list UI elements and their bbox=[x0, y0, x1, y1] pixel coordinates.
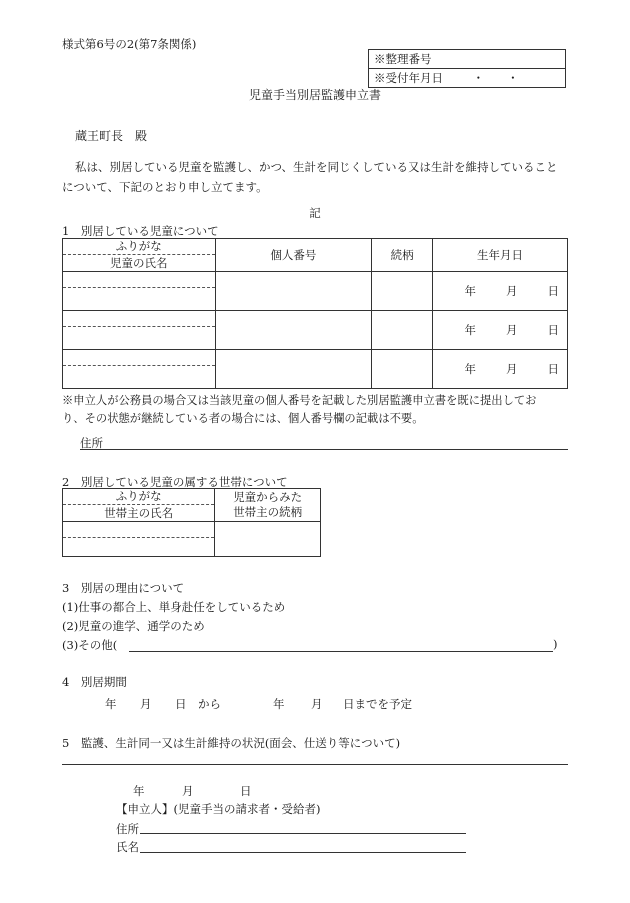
applicant-address-label: 住所 bbox=[116, 822, 139, 836]
child-name-header bbox=[63, 239, 216, 272]
household-relation-header-line-2: 世帯主の続柄 bbox=[233, 505, 303, 519]
section4-heading: 4 別居期間 bbox=[62, 675, 127, 689]
intro-line-1: 私は、別居している児童を監護し、かつ、生計を同じくしている又は生計を維持していること bbox=[75, 160, 558, 174]
birthdate-cell[interactable] bbox=[433, 272, 568, 311]
relation-header: 続柄 bbox=[372, 239, 433, 272]
child-address-label: 住所 bbox=[80, 436, 103, 450]
child-row-2 bbox=[63, 311, 568, 350]
form-number: 様式第6号の2(第7条関係) bbox=[62, 37, 197, 51]
received-date-dots: ・ ・ bbox=[472, 71, 519, 85]
household-head-name-cell[interactable] bbox=[63, 522, 215, 557]
day-label: 日 bbox=[547, 284, 559, 298]
relation-cell[interactable] bbox=[372, 350, 433, 389]
month-label: 月 bbox=[506, 323, 518, 337]
reason-other-line[interactable] bbox=[129, 651, 553, 652]
received-date-label: ※受付年月日 bbox=[374, 71, 443, 85]
individual-number-cell[interactable] bbox=[215, 272, 372, 311]
individual-number-header: 個人番号 bbox=[215, 239, 372, 272]
period-month-to: 月 bbox=[311, 697, 323, 711]
household-row bbox=[63, 522, 321, 557]
year-label: 年 bbox=[464, 323, 476, 337]
section5-heading: 5 監護、生計同一又は生計維持の状況(面会、仕送り等について) bbox=[62, 736, 401, 750]
child-row-1 bbox=[63, 272, 568, 311]
received-date-cell bbox=[369, 69, 566, 88]
ki-label: 記 bbox=[309, 206, 321, 220]
situation-line[interactable] bbox=[62, 764, 568, 765]
children-table bbox=[62, 238, 568, 389]
applicant-name-label: 氏名 bbox=[116, 840, 139, 854]
year-label: 年 bbox=[464, 362, 476, 376]
period-month-from: 月 bbox=[140, 697, 152, 711]
period-day-from: 日 bbox=[175, 697, 187, 711]
section1-heading: 1 別居している児童について bbox=[62, 224, 219, 238]
date-year-label: 年 bbox=[133, 784, 145, 798]
addressee: 蔵王町長 殿 bbox=[75, 129, 148, 143]
child-name-cell[interactable] bbox=[63, 272, 216, 311]
ref-number-label: ※整理番号 bbox=[369, 50, 566, 69]
relation-cell[interactable] bbox=[372, 311, 433, 350]
furigana-header: ふりがな bbox=[115, 239, 162, 253]
furigana-header: ふりがな bbox=[115, 489, 162, 503]
child-row-3 bbox=[63, 350, 568, 389]
day-label: 日 bbox=[547, 362, 559, 376]
household-relation-header bbox=[215, 489, 321, 522]
month-label: 月 bbox=[506, 362, 518, 376]
individual-number-cell[interactable] bbox=[215, 350, 372, 389]
period-year-from: 年 bbox=[105, 697, 117, 711]
date-day-label: 日 bbox=[240, 784, 252, 798]
reason-option-2[interactable]: (2)児童の進学、通学のため bbox=[62, 619, 205, 633]
reason-option-3[interactable]: (3)その他( bbox=[62, 638, 118, 652]
period-from-label: から bbox=[198, 697, 221, 711]
household-relation-cell[interactable] bbox=[215, 522, 321, 557]
reason-option-1[interactable]: (1)仕事の都合上、単身赴任をしているため bbox=[62, 600, 286, 614]
individual-number-cell[interactable] bbox=[215, 311, 372, 350]
reason-other-close: ) bbox=[553, 637, 558, 651]
household-relation-header-line-1: 児童からみた bbox=[233, 490, 303, 504]
relation-cell[interactable] bbox=[372, 272, 433, 311]
intro-line-2: について、下記のとおり申し立てます。 bbox=[62, 180, 268, 194]
birthdate-cell[interactable] bbox=[433, 350, 568, 389]
date-month-label: 月 bbox=[182, 784, 194, 798]
household-table bbox=[62, 488, 321, 557]
office-use-box bbox=[368, 49, 566, 88]
household-head-name-header: 世帯主の氏名 bbox=[63, 504, 214, 521]
year-label: 年 bbox=[464, 284, 476, 298]
birthdate-header: 生年月日 bbox=[433, 239, 568, 272]
applicant-label: 【申立人】(児童手当の請求者・受給者) bbox=[116, 802, 321, 816]
section2-heading: 2 別居している児童の属する世帯について bbox=[62, 475, 288, 489]
child-name-cell[interactable] bbox=[63, 350, 216, 389]
applicant-address-line[interactable] bbox=[140, 833, 466, 834]
day-label: 日 bbox=[547, 323, 559, 337]
month-label: 月 bbox=[506, 284, 518, 298]
number-note-line-2: り、その状態が継続している者の場合には、個人番号欄の記載は不要。 bbox=[62, 412, 424, 425]
birthdate-cell[interactable] bbox=[433, 311, 568, 350]
period-day-to: 日までを予定 bbox=[343, 697, 412, 711]
child-name-cell[interactable] bbox=[63, 311, 216, 350]
child-address-line[interactable] bbox=[80, 449, 568, 450]
number-note-line-1: ※申立人が公務員の場合又は当該児童の個人番号を記載した別居監護申立書を既に提出してお bbox=[62, 394, 537, 407]
household-head-header bbox=[63, 489, 215, 522]
section3-heading: 3 別居の理由について bbox=[62, 581, 185, 595]
page-title: 児童手当別居監護申立書 bbox=[248, 88, 381, 102]
period-year-to: 年 bbox=[273, 697, 285, 711]
child-name-header-label: 児童の氏名 bbox=[63, 254, 215, 271]
applicant-name-line[interactable] bbox=[140, 852, 466, 853]
